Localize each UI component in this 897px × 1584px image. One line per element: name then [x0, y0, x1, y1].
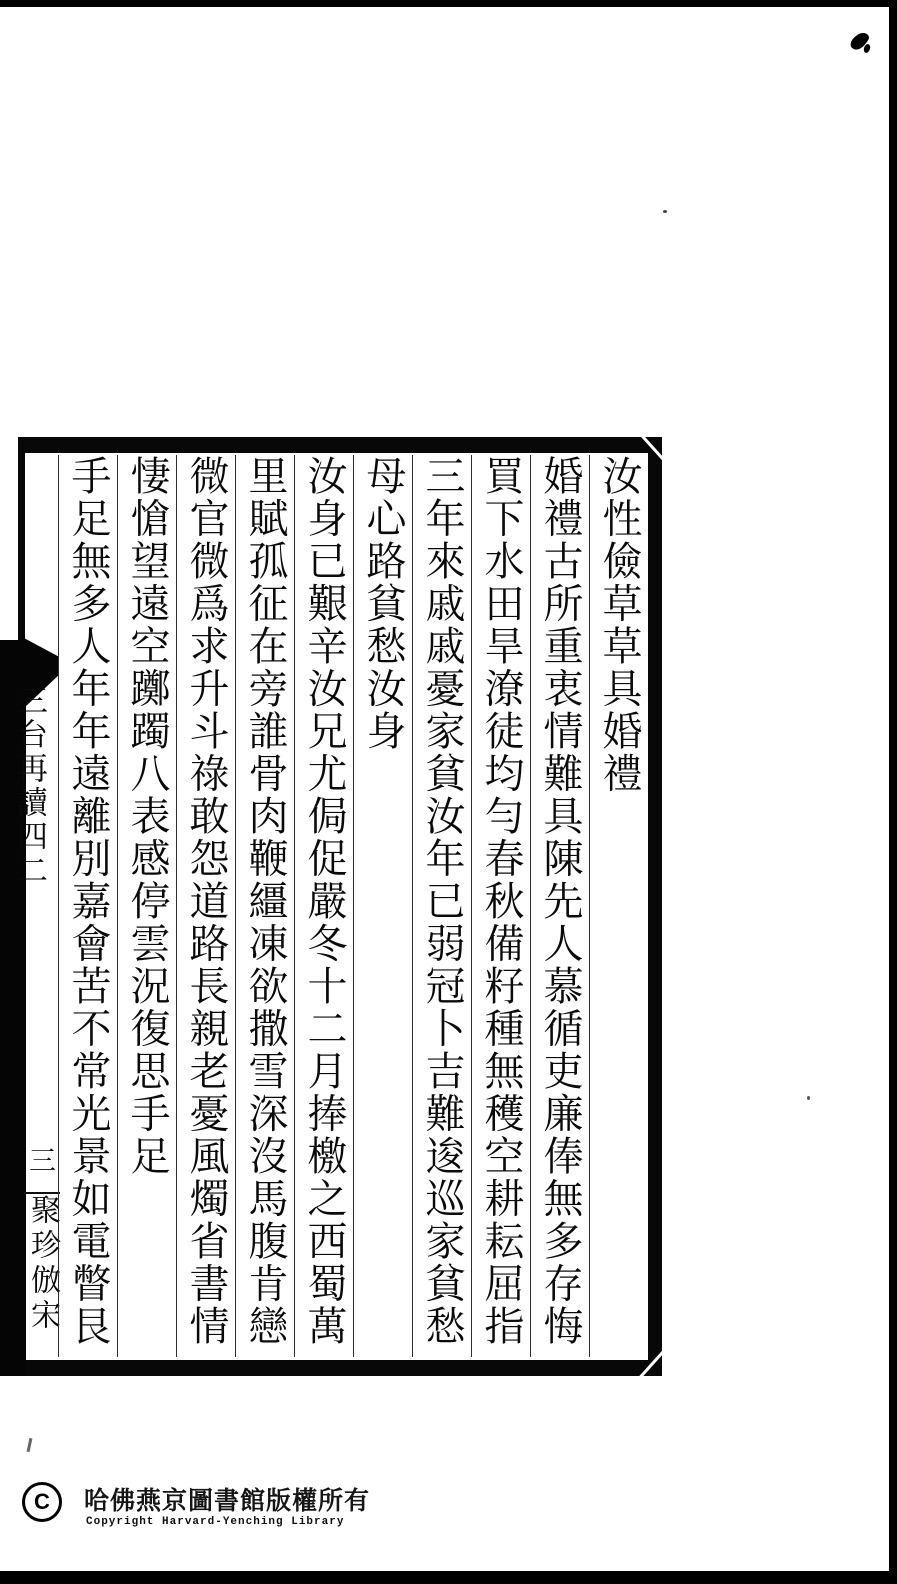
scan-edge-right	[889, 0, 897, 1584]
scan-edge-top	[0, 0, 897, 7]
ink-speck	[27, 1438, 33, 1452]
banxin-typeface-mark: 聚珍倣宋	[24, 1192, 60, 1362]
copyright-symbol-icon: C	[22, 1482, 62, 1522]
ink-speck	[663, 210, 667, 213]
copyright-stamp-english: Copyright Harvard-Yenching Library	[86, 1516, 345, 1528]
text-column-1: 汝性儉草草具婚禮	[589, 455, 649, 1357]
text-column-6: 汝身已艱辛汝兄尤侷促嚴冬十二月捧檄之西蜀萬	[294, 455, 354, 1357]
text-column-9: 悽愴望遠空躑躅八表感停雲況復思手足	[117, 455, 177, 1357]
text-column-8: 微官微爲求升斗祿敢怨道路長親老憂風燭省書情	[176, 455, 236, 1357]
page-frame-right	[648, 437, 662, 1376]
text-column-5: 母心路貧愁汝身	[353, 455, 413, 1357]
page-frame-bottom	[18, 1360, 662, 1376]
page-frame-left	[18, 437, 25, 652]
text-column-10: 手足無多人年年遠離別嘉會苦不常光景如電瞥艮	[58, 455, 118, 1357]
text-column-4: 三年來戚戚憂家貧汝年已弱冠卜吉難逡巡家貧愁	[412, 455, 472, 1357]
banxin-page-number: 三	[25, 1146, 55, 1173]
page-frame-top	[18, 437, 662, 453]
banxin-title: 三台再讀四二	[12, 684, 47, 888]
scan-edge-bottom	[0, 1571, 897, 1584]
ink-speck	[807, 1096, 810, 1100]
text-column-7: 里賦孤征在旁誰骨肉鞭繮凍欲撒雪深沒馬腹肯戀	[235, 455, 295, 1357]
copyright-stamp-chinese: 哈佛燕京圖書館版權所有	[84, 1488, 371, 1515]
text-column-2: 婚禮古所重衷情難具陳先人慕循吏廉俸無多存悔	[530, 455, 590, 1357]
text-column-3: 買下水田旱潦徒均勻春秋備籽種無穫空耕耘屈指	[471, 455, 531, 1357]
